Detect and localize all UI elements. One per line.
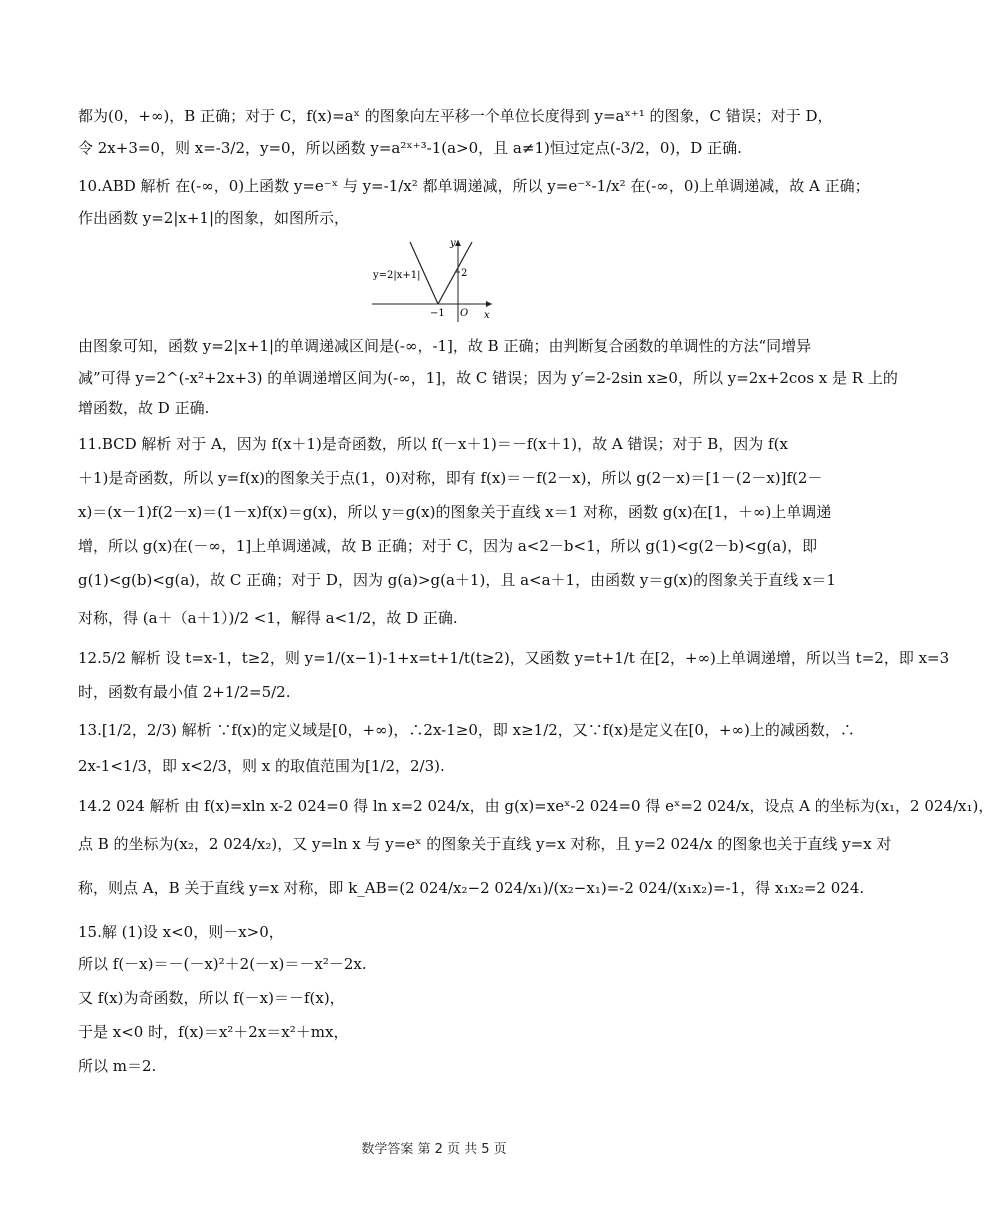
text-line: 所以 m＝2. bbox=[78, 1057, 157, 1075]
text-line: 2x-1<1/3，即 x<2/3，则 x 的取值范围为[1/2，2/3). bbox=[78, 757, 445, 775]
text-line: 11.BCD 解析 对于 A，因为 f(x＋1)是奇函数，所以 f(－x＋1)＝－f(x＋1)，故 A 错误；对于 B，因为 f(x bbox=[78, 435, 788, 453]
text-line: 15.解 (1)设 x<0，则－x>0， bbox=[78, 923, 284, 941]
text-line: 由图象可知，函数 y=2|x+1|的单调递减区间是(-∞，-1]，故 B 正确；由判断复合函数的单调性的方法“同增异 bbox=[78, 337, 812, 355]
text-line: 14.2 024 解析 由 f(x)=xln x-2 024=0 得 ln x=2 024/x，由 g(x)=xeˣ-2 024=0 得 eˣ=2 024/x，设点 A 的坐标为(x₁，2 024/x₁)， bbox=[78, 797, 993, 815]
text-line: 12.5/2 解析 设 t=x-1，t≥2，则 y=1/(x−1)-1+x=t+1/t(t≥2)，又函数 y=t+1/t 在[2，+∞)上单调递增，所以当 t=2，即 x=3 bbox=[78, 649, 950, 667]
x-tick-label: −1 bbox=[430, 308, 445, 319]
text-line: ＋1)是奇函数，所以 y=f(x)的图象关于点(1，0)对称，即有 f(x)＝－f(2－x)，所以 g(2－x)＝[1－(2－x)]f(2－ bbox=[78, 469, 823, 487]
text-line: 13.[1/2，2/3) 解析 ∵f(x)的定义域是[0，+∞)，∴2x-1≥0，即 x≥1/2，又∵f(x)是定义在[0，+∞)上的减函数，∴ bbox=[78, 721, 855, 739]
text-line: 增，所以 g(x)在(－∞，1]上单调递减，故 B 正确；对于 C，因为 a<2－b<1，所以 g(1)<g(2－b)<g(a)，即 bbox=[78, 537, 818, 555]
y-axis-label: y bbox=[450, 238, 456, 249]
y-tick-label: 2 bbox=[461, 268, 468, 279]
text-line: 令 2x+3=0，则 x=-3/2，y=0，所以函数 y=a²ˣ⁺³-1(a>0，且 a≠1)恒过定点(-3/2，0)，D 正确. bbox=[78, 139, 742, 157]
text-line: 点 B 的坐标为(x₂，2 024/x₂)，又 y=ln x 与 y=eˣ 的图象关于直线 y=x 对称，且 y=2 024/x 的图象也关于直线 y=x 对 bbox=[78, 835, 892, 853]
text-line: 称，则点 A，B 关于直线 y=x 对称，即 k_AB=(2 024/x₂−2 024/x₁)/(x₂−x₁)=-2 024/(x₁x₂)=-1，得 x₁x₂=2 024. bbox=[78, 879, 865, 897]
text-line: 增函数，故 D 正确. bbox=[78, 399, 210, 417]
text-line: 又 f(x)为奇函数，所以 f(－x)＝－f(x)， bbox=[78, 989, 345, 1007]
text-line: x)＝(x－1)f(2－x)＝(1－x)f(x)＝g(x)，所以 y＝g(x)的图象关于直线 x＝1 对称，函数 g(x)在[1，＋∞)上单调递 bbox=[78, 503, 832, 521]
text-line: g(1)<g(b)<g(a)，故 C 正确；对于 D，因为 g(a)>g(a＋1)，且 a<a＋1，由函数 y＝g(x)的图象关于直线 x＝1 bbox=[78, 571, 836, 589]
text-line: 所以 f(－x)＝－(－x)²＋2(－x)＝－x²－2x. bbox=[78, 955, 367, 973]
origin-label: O bbox=[460, 308, 469, 319]
text-line: 都为(0，+∞)，B 正确；对于 C，f(x)=aˣ 的图象向左平移一个单位长度得到 y=aˣ⁺¹ 的图象，C 错误；对于 D， bbox=[78, 107, 833, 125]
text-line: 10.ABD 解析 在(-∞，0)上函数 y=e⁻ˣ 与 y=-1/x² 都单调递减，所以 y=e⁻ˣ-1/x² 在(-∞，0)上单调递减，故 A 正确； bbox=[78, 177, 870, 195]
curve-label: y=2|x+1| bbox=[373, 270, 421, 281]
text-line: 于是 x<0 时，f(x)＝x²＋2x＝x²＋mx， bbox=[78, 1023, 349, 1041]
text-line: 对称，得 (a＋（a＋1）)/2 <1，解得 a<1/2，故 D 正确. bbox=[78, 609, 458, 627]
function-graph bbox=[370, 236, 500, 324]
text-line: 减”可得 y=2^(-x²+2x+3) 的单调递增区间为(-∞，1]，故 C 错误；因为 y′=2-2sin x≥0，所以 y=2x+2cos x 是 R 上的 bbox=[78, 369, 898, 387]
page-footer: 数学答案 第 2 页 共 5 页 bbox=[361, 1142, 507, 1157]
text-line: 时，函数有最小值 2+1/2=5/2. bbox=[78, 683, 291, 701]
x-axis-label: x bbox=[484, 310, 490, 321]
text-line: 作出函数 y=2|x+1|的图象，如图所示， bbox=[78, 209, 350, 227]
